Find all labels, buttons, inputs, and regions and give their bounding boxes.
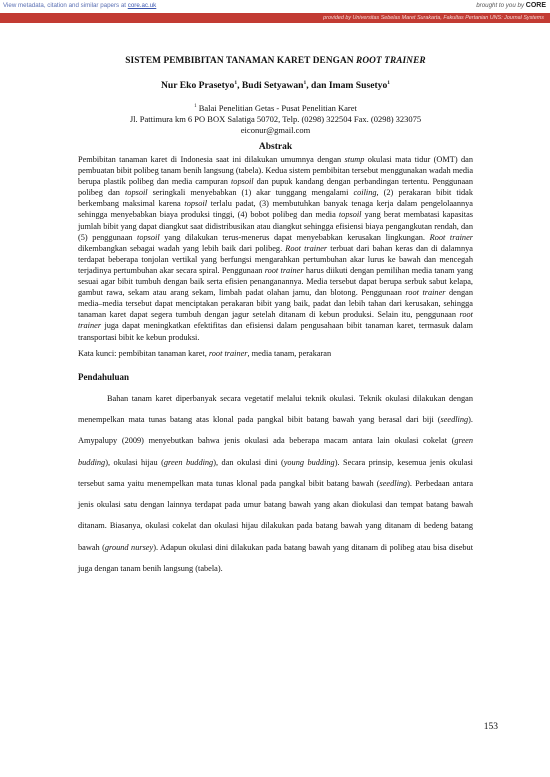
abstract-text: dengan media–media tersebut dapat menciptakan perakaran bibit yang baik, padat dan lebih tahan dari kerusakan, sehingga tanaman karet dapat segera tumbuh dengan jagur setelah ditanam di kebun produksi. Selain itu, penggunaan	[78, 288, 473, 320]
abstract-text: seringkali menyebabkan (1) akar tunggang mengalami	[147, 188, 354, 198]
section-text: ). Secara prinsip, kesemua jenis okulasi tersebut sama yaitu menempelkan mata tunas klonal pada pangkal bibit batang bawah (	[78, 457, 473, 488]
affiliation-email: eiconur@gmail.com	[240, 125, 311, 136]
abstract-text: , (2) perakaran bibit tidak berkembang maksimal karena	[78, 188, 473, 209]
section-body	[78, 388, 473, 580]
author-2-affil: 1	[303, 80, 307, 86]
author-list	[78, 80, 473, 91]
core-link[interactable]: core.ac.uk	[127, 2, 157, 9]
abstract-term: topsoil	[184, 199, 207, 209]
section-term: seedling	[379, 478, 408, 488]
keywords-text: Kata kunci: pembibitan tanaman karet,	[78, 348, 209, 358]
abstract-text: yang dilakukan terus-menerus dapat menyebabkan kerusakan lingkungan.	[159, 232, 430, 242]
abstract-term: root trainer	[405, 288, 446, 298]
keywords	[78, 349, 473, 358]
affiliation	[78, 101, 473, 136]
abstract-text: harus diikuti dengan pemilihan media tanam yang sesuai agar bibit tumbuh dengan baik serta efisien penanganannya. Media tersebut dapat berupa serbuk sabut kelapa, gambut rawa, sekam atau arang sekam, limbah padat olahan jamu, dan blotong. Penggunaan	[78, 265, 474, 298]
abstract-term: topsoil	[124, 188, 148, 198]
abstract-term: Root trainer	[285, 243, 328, 253]
abstract-text: dan pupuk kandang dengan perbandingan tertentu. Penggunaan polibeg dan	[78, 177, 473, 198]
section-text: ). Perbedaan antara jenis okulasi satu dengan lainnya terdapat pada umur batang bawah yang akan diokulasi dan tempat batang bawah ditanam. Biasanya, okulasi cokelat dan okulasi hijau dilakukan pada batang bawah yang ditanam di bedeng batang bawah (	[78, 478, 473, 552]
abstract-text: terbuat dari bahan keras dan di dalamnya terdapat beberapa tonjolan vertikal yang berfungsi mengarahkan pertumbuhan akar lurus ke bawah dan mencegah terjadinya pertumbuhan akar secara spiral. Penggunaan	[78, 243, 473, 275]
section-heading: Pendahuluan	[78, 371, 130, 382]
abstract-body	[78, 154, 473, 343]
keywords-term: root trainer	[208, 348, 248, 358]
affiliation-address: Jl. Pattimura km 6 PO BOX Salatiga 50702, Telp. (0298) 322504 Fax. (0298) 323075	[129, 114, 422, 125]
metadata-text: View metadata, citation and similar papers at	[3, 2, 128, 9]
core-logo[interactable]: CORE	[525, 2, 546, 9]
abstract-text: terlalu padat, (3) membutuhkan banyak tenaga kerja dalam pengelolaannya sehingga menyebabkan biaya produksi tinggi, (4) bobot polibeg dan media	[78, 199, 473, 220]
abstract-text: okulasi mata tidur (OMT) dan pembuatan bibit polibeg tanam benih langsung (tabela). Kedua sistem pembibitan tersebut menggunakan wadah media berupa plastik polibeg dan media campuran	[78, 155, 473, 187]
provider-text[interactable]: provided by Universitas Sebelas Maret Surakarta, Fakultas Pertanian UNS: Journal Systems	[323, 15, 544, 21]
section-text: ). Adapun okulasi dini dilakukan pada batang bawah yang ditanam di polibeg atau bisa disebut juga dengan tanam benih langsung (tabela).	[78, 542, 473, 573]
abstract-term: coiling	[353, 188, 377, 198]
section-term: green budding	[163, 457, 214, 467]
author-1: Nur Eko Prasetyo	[160, 80, 235, 92]
keywords-text: , media tanam, perakaran	[247, 348, 332, 358]
author-1-affil: 1	[234, 80, 238, 86]
paper-title	[78, 56, 473, 66]
title-italic: ROOT TRAINER	[356, 56, 426, 66]
abstract-term: topsoil	[230, 177, 254, 187]
section-term: seedling	[440, 414, 469, 424]
abstract-heading: Abstrak	[258, 142, 293, 153]
abstract-term: topsoil	[137, 232, 160, 242]
abstract-text: Pembibitan tanaman karet di Indonesia saat ini dilakukan umumnya dengan	[78, 155, 345, 165]
author-2: , Budi Setyawan	[237, 80, 304, 92]
provider-banner	[0, 13, 550, 23]
abstract-term: Root trainer	[429, 232, 473, 242]
abstract-term: root trainer	[264, 265, 304, 275]
abstract-text: yang berat membatasi kapasitas jumlah bibit yang dapat diangkut saat didistribusikan atau diangkut sehingga efisiensi biaya pengangkutan rendah, dan (5) penggunaan	[78, 210, 473, 242]
abstract-term: root trainer	[78, 310, 473, 331]
section-term: green budding	[78, 436, 473, 467]
section-term: young budding	[283, 457, 335, 467]
section-text: ), dan okulasi dini (	[213, 457, 284, 467]
paper-page	[78, 50, 473, 579]
section-text: Bahan tanam karet diperbanyak secara vegetatif melalui teknik okulasi. Teknik okulasi dilakukan dengan menempelkan mata tunas batang atas klonal pada pangkal bibit batang bawah yang berasal dari biji (	[78, 393, 473, 424]
section-text: ), okulasi hijau (	[105, 457, 164, 467]
title-main: SISTEM PEMBIBITAN TANAMAN KARET DENGAN	[125, 56, 357, 66]
abstract-text: juga dapat meningkatkan efektifitas dan efisiensi dalam pengusahaan bibit tanaman karet, termasuk dalam transportasi bibit ke kebun produksi.	[78, 321, 473, 342]
section-text: ). Amypalupy (2009) menyebutkan bahwa jenis okulasi ada beberapa macam antara lain okulasi cokelat (	[78, 414, 473, 446]
abstract-text: dikembangkan sebagai wadah yang lebih baik dari polibeg.	[78, 243, 286, 253]
metadata-notice	[3, 0, 156, 12]
author-3: , dan Imam Susetyo	[306, 80, 388, 92]
brought-by-text: brought to you by	[476, 2, 526, 9]
section-term: ground nursey	[104, 542, 154, 552]
repository-banner	[0, 0, 550, 12]
abstract-term: stump	[344, 155, 365, 165]
affiliation-marker: 1	[194, 104, 197, 110]
author-3-affil: 1	[387, 80, 391, 86]
abstract-term: topsoil	[338, 210, 362, 220]
affiliation-institution: Balai Penelitian Getas - Pusat Penelitian Karet	[196, 103, 357, 114]
brought-by	[476, 0, 546, 12]
page-number: 153	[483, 722, 498, 732]
